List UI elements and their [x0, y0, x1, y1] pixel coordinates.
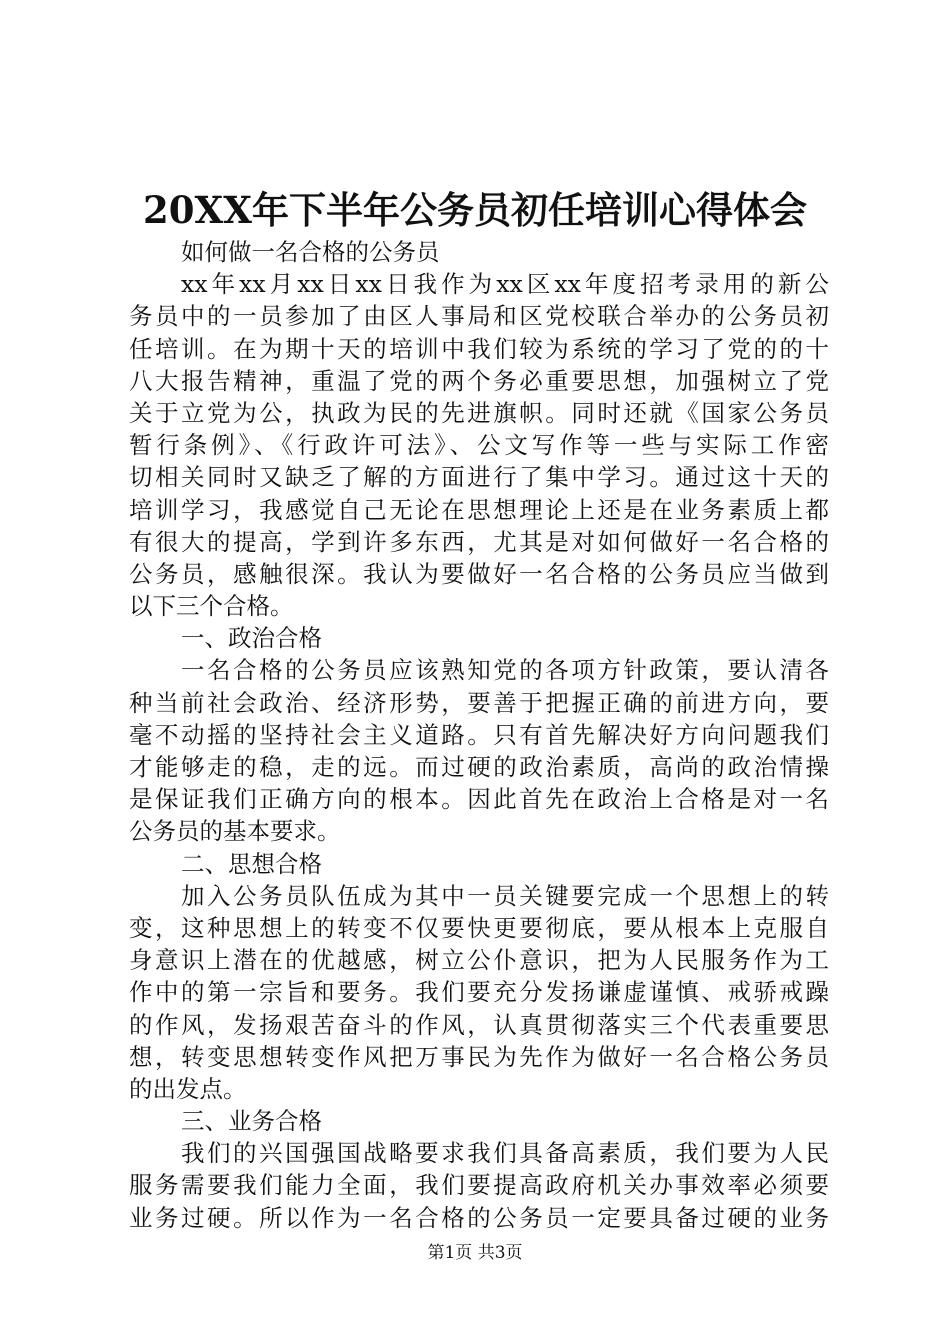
paragraph-line: xx年xx月xx日xx日我作为xx区xx年度招考录用的新公 — [181, 270, 829, 299]
paragraph-line: 务员中的一员参加了由区人事局和区党校联合举办的公务员初 — [129, 302, 829, 331]
document-body — [129, 236, 829, 1234]
paragraph-line: 业务过硬。所以作为一名合格的公务员一定要具备过硬的业务 — [129, 1203, 829, 1232]
paragraph-line: 才能够走的稳，走的远。而过硬的政治素质，高尚的政治情操 — [129, 753, 829, 781]
paragraph-line: 公务员，感触很深。我认为要做好一名合格的公务员应当做到 — [129, 559, 829, 588]
paragraph-line: 切相关同时又缺乏了解的方面进行了集中学习。通过这十天的 — [129, 463, 829, 492]
section-heading: 三、业务合格 — [181, 1107, 322, 1136]
paragraph-line: 的作风，发扬艰苦奋斗的作风，认真贯彻落实三个代表重要思 — [129, 1010, 829, 1039]
paragraph-line: 有很大的提高，学到许多东西，尤其是对如何做好一名合格的 — [129, 527, 829, 556]
paragraph-line: 加入公务员队伍成为其中一员关键要完成一个思想上的转 — [181, 881, 829, 910]
paragraph-line: 作中的第一宗旨和要务。我们要充分发扬谦虚谨慎、戒骄戒躁 — [129, 978, 829, 1007]
paragraph-line: 变，这种思想上的转变不仅要快更要彻底，要从根本上克服自 — [129, 913, 829, 942]
paragraph-line: 八大报告精神，重温了党的两个务必重要思想，加强树立了党 — [129, 366, 829, 395]
subtitle-line: 如何做一名合格的公务员 — [181, 238, 440, 266]
section-heading: 二、思想合格 — [181, 849, 322, 878]
paragraph-line: 的出发点。 — [129, 1074, 247, 1103]
paragraph-line: 毫不动摇的坚持社会主义道路。只有首先解决好方向问题我们 — [129, 720, 829, 749]
section-heading: 一、政治合格 — [181, 624, 322, 653]
document-title: 20XX年下半年公务员初任培训心得体会 — [143, 188, 807, 232]
paragraph-line: 暂行条例》、《行政许可法》、公文写作等一些与实际工作密 — [129, 431, 829, 460]
page-footer: 第1页 共3页 — [427, 1243, 523, 1263]
paragraph-line: 服务需要我们能力全面，我们要提高政府机关办事效率必须要 — [129, 1171, 829, 1200]
paragraph-line: 是保证我们正确方向的根本。因此首先在政治上合格是对一名 — [129, 785, 829, 814]
paragraph-line: 培训学习，我感觉自己无论在思想理论上还是在业务素质上都 — [129, 495, 829, 524]
paragraph-line: 一名合格的公务员应该熟知党的各项方针政策，要认清各 — [181, 656, 829, 685]
paragraph-line: 想，转变思想转变作风把万事民为先作为做好一名合格公务员 — [129, 1042, 829, 1071]
paragraph-line: 种当前社会政治、经济形势，要善于把握正确的前进方向，要 — [129, 688, 829, 717]
paragraph-line: 公务员的基本要求。 — [129, 817, 341, 846]
paragraph-line: 关于立党为公，执政为民的先进旗帜。同时还就《国家公务员 — [129, 398, 829, 427]
paragraph-line: 以下三个合格。 — [129, 592, 294, 621]
paragraph-line: 我们的兴国强国战略要求我们具备高素质，我们要为人民 — [181, 1139, 829, 1168]
paragraph-line: 身意识上潜在的优越感，树立公仆意识，把为人民服务作为工 — [129, 946, 829, 975]
paragraph-line: 任培训。在为期十天的培训中我们较为系统的学习了党的的十 — [129, 334, 829, 363]
